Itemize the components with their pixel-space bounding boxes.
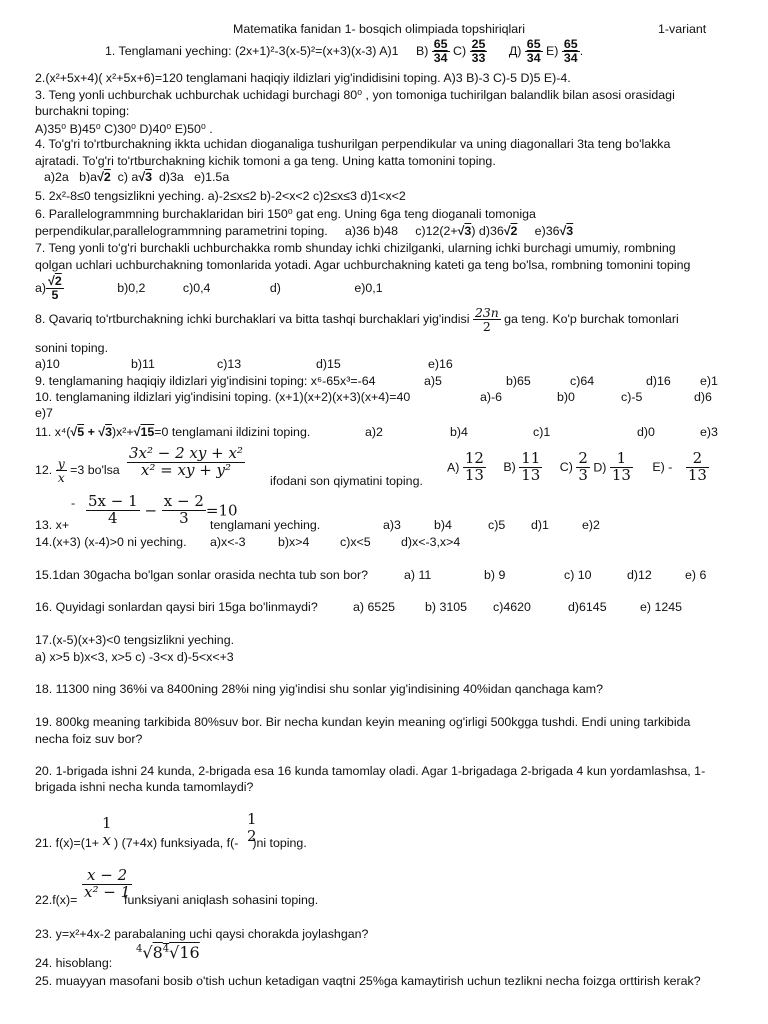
question-15: 15.1dan 30gacha bo'lgan sonlar orasida nechta tub son bor?: [35, 568, 369, 582]
page-title: Matematika fanidan 1- bosqich olimpiada topshiriqlari: [233, 22, 526, 36]
q10-answer-e: e)7: [35, 406, 53, 420]
q11-answer-a: a)2: [365, 425, 383, 439]
q12-answer-a: $\frac{12}{13}$: [464, 449, 484, 484]
q8-fraction: $\frac{23n}{2}$: [474, 305, 499, 335]
q24-nested-root: $^4√8^4√16$: [136, 943, 200, 962]
q1-option-d-label: Д): [508, 43, 522, 58]
variant-label: 1-variant: [658, 22, 707, 36]
q13-answer-c: c)5: [488, 518, 506, 532]
q9-answer-d: d)16: [646, 374, 671, 388]
q16-answer-b: b) 3105: [425, 600, 468, 614]
q1-option-b-fraction: $\frac{65}{34}$: [433, 37, 448, 66]
q7-option-a-fraction: $\frac{√2}{5}$: [48, 274, 62, 303]
question-11: 11. x⁴(√5 + √3)x²+√15=0 tenglamani ildizini toping.: [35, 425, 311, 439]
q15-answer-a: a) 11: [404, 568, 432, 582]
question-4-answers: a)2a b)a√2 c) a√3 d)3a e)1.5a: [44, 170, 230, 184]
q12-expression: $\frac{\text{3x² − 2 xy + x²}}{\text{x² = xy + y²}}$: [129, 444, 243, 479]
q11-answer-e: e)3: [700, 425, 718, 439]
q13-answer-d: d)1: [531, 518, 549, 532]
question-17-answers: a) x>5 b)x<3, x>5 c) -3<x d)-5<x<+3: [35, 650, 234, 664]
question-14: 14.(x+3) (x-4)>0 ni yeching.: [35, 535, 187, 549]
q10-answer-a: a)-6: [480, 390, 503, 404]
question-17: 17.(x-5)(x+3)<0 tengsizlikni yeching.: [35, 633, 235, 647]
question-7-answers: a) $\frac{√2}{5}$ b)0,2 c)0,4 d) e)0,1: [35, 274, 383, 303]
question-23: 23. y=x²+4x-2 parabalaning uchi qaysi chorakda joylashgan?: [35, 927, 369, 941]
q8-answer-c: c)13: [217, 357, 242, 371]
q1-option-e-label: E): [546, 43, 559, 58]
question-22-prompt: funksiyani aniqlash sohasini toping.: [124, 893, 319, 907]
q14-answer-a: a)x<-3: [210, 535, 246, 549]
question-3-line-1: 3. Teng yonli uchburchak uchburchak uchidagi burchagi 80⁰ , yon tomoniga tuchirilgan balandlik bilan asosi orasidagi: [35, 88, 675, 102]
question-1: 1. Tenglamani yeching: (2x+1)²-3(x-5)²=(x+3)(x-3) A)1 B) $\frac{65}{34}$ C) $\frac{25}{33}$ Д) $\frac{65}{34}$ E) $\frac{65}{34}$ .: [105, 37, 584, 66]
question-8-line-2: sonini toping.: [35, 341, 109, 355]
q8-answer-a: a)10: [35, 357, 60, 371]
q15-answer-c: c) 10: [564, 568, 592, 582]
q9-answer-a: a)5: [424, 374, 442, 388]
question-12: 12. $\frac{y}{x}$ =3 bo'lsa: [35, 456, 120, 486]
question-3-answers: A)35⁰ B)45⁰ C)30⁰ D)40⁰ E)50⁰ .: [35, 122, 213, 136]
q15-answer-e: e) 6: [685, 568, 707, 582]
question-8-line-1: 8. Qavariq to'rtburchakning ichki burchaklari va bitta tashqi burchaklari yig'indisi $\frac{23n}{2}$ ga teng. Ko'p burchak tomonlari: [35, 305, 679, 335]
q16-answer-d: d)6145: [568, 600, 607, 614]
q15-answer-b: b) 9: [484, 568, 506, 582]
q9-answer-e: e)1: [700, 374, 718, 388]
question-16: 16. Quyidagi sonlardan qaysi biri 15ga bo'linmaydi?: [35, 600, 318, 614]
q11-answer-c: c)1: [533, 425, 551, 439]
question-13-prompt: tenglamani yeching.: [210, 518, 321, 532]
q9-answer-c: c)64: [570, 374, 595, 388]
q12-y-over-x: $\frac{y}{x}$: [57, 456, 65, 486]
question-4-line-1: 4. To'g'ri to'rtburchakning ikkta uchidan dioganaliga tushurilgan perpendikular va uning diagonallari 3ta teng bo'lakka: [35, 137, 671, 151]
question-7-line-1: 7. Teng yonli to'g'ri burchakli uchburchakka romb shunday ichki chizilganki, ularning ichki burchagi umumiy, rombning: [35, 241, 676, 255]
question-13: 13. x+: [35, 518, 70, 532]
question-6-line-2: perpendikular,parallelogrammning parametrini toping. a)36 b)48 c)12(2+√3) d)36√2 e)36√3: [35, 224, 574, 238]
q22-fraction: $\frac{x - 2}{\text{x² − 1}}$: [84, 866, 131, 901]
q1-option-c-fraction: $\frac{25}{33}$: [471, 37, 486, 66]
q12-answer-d: $\frac{1}{13}$: [611, 449, 631, 484]
q16-answer-c: c)4620: [493, 600, 531, 614]
question-4-line-2: ajratadi. To'g'ri to'rtburchakning kichik tomoni a ga teng. Uning katta tomonini toping.: [35, 154, 496, 168]
question-9: 9. tenglamaning haqiqiy ildizlari yig'indisini toping: x⁶-65x³=-64: [35, 374, 376, 388]
q13-answer-e: e)2: [582, 518, 600, 532]
q11-answer-b: b)4: [450, 425, 468, 439]
question-2: 2.(x²+5x+4)( x²+5x+6)=120 tenglamani haqiqiy ildizlari yig'indidisini toping. A)3 B)-3 C)-5 D)5 E)-4.: [35, 71, 571, 85]
question-10: 10. tenglamaning ildizlari yig'indisini toping. (x+1)(x+2)(x+3)(x+4)=40: [35, 390, 411, 404]
question-3-line-2: burchakni toping:: [35, 104, 130, 118]
q1-option-b-label: B): [415, 43, 429, 58]
question-24: 24. hisoblang:: [35, 956, 113, 970]
question-5: 5. 2x²-8≤0 tengsizlikni yeching. a)-2≤x≤2 b)-2<x<2 c)2≤x≤3 d)1<x<2: [35, 189, 406, 203]
q16-answer-a: a) 6525: [353, 600, 396, 614]
q12-answer-b: $\frac{11}{13}$: [521, 449, 541, 484]
q11-answer-d: d)0: [637, 425, 655, 439]
question-18: 18. 11300 ning 36%i va 8400ning 28%i ning yig'indisi shu sonlar yig'indisining 40%idan qanchaga kam?: [35, 682, 603, 696]
question-19-line-1: 19. 800kg meaning tarkibida 80%suv bor. Bir necha kundan keyin meaning og'irligi 500kgga tushdi. Endi uning tarkibida: [35, 715, 691, 729]
q21-fraction-1-over-x: 1 x: [102, 814, 112, 850]
question-12-prompt: ifodani son qiymatini toping.: [270, 474, 423, 488]
question-1-text: 1. Tenglamani yeching: (2x+1)²-3(x-5)²=(x+3)(x-3) A)1: [105, 44, 399, 59]
q12-answer-e: $\frac{2}{13}$: [687, 449, 707, 484]
q8-answer-b: b)11: [131, 357, 155, 371]
q13-dash: -: [71, 496, 76, 510]
q12-answer-c: $\frac{2}{3}$: [578, 449, 588, 484]
question-6-line-1: 6. Parallelogrammning burchaklaridan biri 150⁰ gat eng. Uning 6ga teng dioganali tomoniga: [35, 207, 536, 221]
q10-answer-b: b)0: [557, 390, 575, 404]
question-22: 22.f(x)=: [35, 893, 78, 907]
q16-answer-e: e) 1245: [640, 600, 683, 614]
question-21: 21. f(x)=(1+ ) (7+4x) funksiyada, f(- )ni toping.: [35, 836, 307, 850]
q12-answers: A) $\frac{12}{13}$ B) $\frac{11}{13}$ C) $\frac{2}{3}$ D) $\frac{1}{13}$ E) - $\frac{2}{13}$: [447, 449, 707, 484]
q1-option-c-label: C): [453, 43, 467, 58]
q13-answer-a: a)3: [383, 518, 401, 532]
q8-answer-e: e)16: [428, 357, 453, 371]
q21-fraction-1-over-2: 1 2: [247, 810, 257, 846]
q14-answer-b: b)x>4: [278, 535, 310, 549]
q14-answer-d: d)x<-3,x>4: [401, 535, 461, 549]
q13-answer-b: b)4: [434, 518, 452, 532]
q14-answer-c: c)x<5: [340, 535, 371, 549]
question-7-line-2: qolgan uchlari uchburchakning tomonlarida yotadi. Agar uchburchakning kateti ga teng bo'lsa, rombning tomonini toping: [35, 258, 691, 272]
question-19-line-2: necha foiz suv bor?: [35, 732, 143, 746]
q1-option-e-fraction: $\frac{65}{34}$: [563, 37, 578, 66]
question-25: 25. muayyan masofani bosib o'tish uchun ketadigan vaqtni 25%ga kamaytirish uchun tezlikni necha foizga orttirish kerak?: [35, 974, 701, 988]
q10-answer-d: d)6: [694, 390, 712, 404]
q13-equation: $\frac{5x - 1}{4}$ − $\frac{x - 2}{3}$ =10: [88, 492, 238, 527]
q8-answer-d: d)15: [316, 357, 341, 371]
q1-option-d-fraction: $\frac{65}{34}$: [526, 37, 541, 66]
q9-answer-b: b)65: [506, 374, 531, 388]
q15-answer-d: d)12: [627, 568, 652, 582]
question-20-line-2: brigada ishni necha kunda tamomlaydi?: [35, 780, 254, 794]
question-20-line-1: 20. 1-brigada ishni 24 kunda, 2-brigada esa 16 kunda tamomlay oladi. Agar 1-brigadaga 2-brigada 4 kun yordamlashsa, 1-: [35, 764, 706, 778]
q10-answer-c: c)-5: [621, 390, 643, 404]
